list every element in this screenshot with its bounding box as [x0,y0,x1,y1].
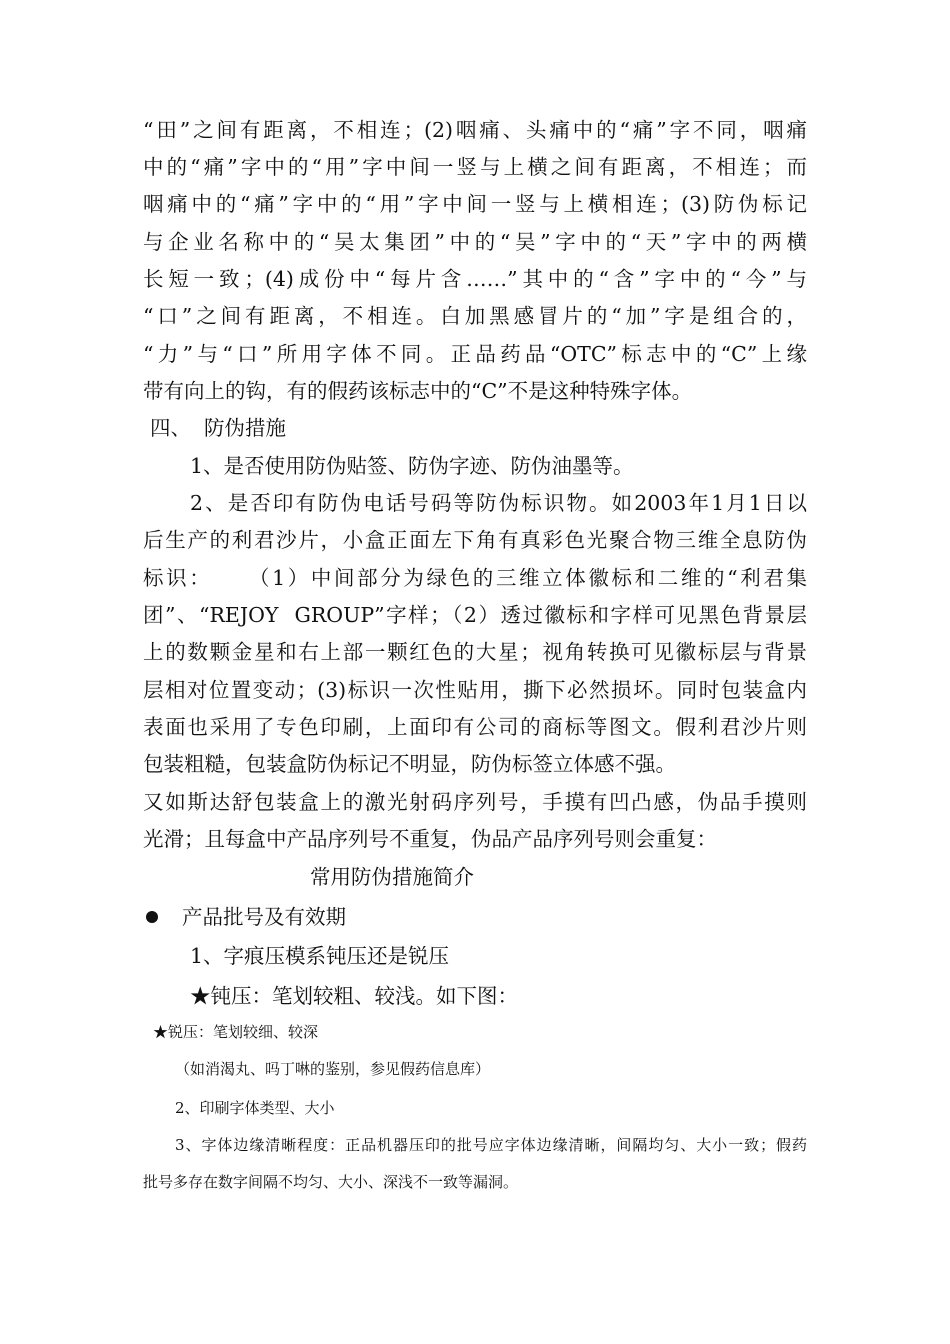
paragraph-2-line-7: 表面也采用了专色印刷，上面印有公司的商标等图文。假利君沙片则 [143,715,807,739]
paragraph-2-line-8: 包装粗糙，包装盒防伪标记不明显，防伪标签立体感不强。 [143,752,676,776]
sub-item-1: 1、字痕压模系钝压还是锐压 [190,944,450,968]
item-1: 1、是否使用防伪贴签、防伪字迹、防伪油墨等。 [190,454,634,478]
paragraph-1-line-4: 与企业名称中的“吴太集团”中的“吴”字中的“天”字中的两横 [143,230,807,254]
paragraph-1-line-2: 中的“痛”字中的“用”字中间一竖与上横之间有距离，不相连；而 [143,155,807,179]
paragraph-2-line-2: 后生产的利君沙片，小盒正面左下角有真彩色光聚合物三维全息防伪 [143,528,807,552]
paragraph-1-line-5: 长短一致；(4)成份中“每片含……”其中的“含”字中的“今”与 [143,267,807,291]
sub-item-2: 2、印刷字体类型、大小 [175,1099,335,1117]
paragraph-3-line-2: 光滑；且每盒中产品序列号不重复，伪品产品序列号则会重复： [143,827,717,851]
sharp-press: ★锐压：笔划较细、较深 [153,1023,319,1041]
paragraph-2-line-1: 2、是否印有防伪电话号码等防伪标识物。如2003年1月1日以 [190,491,807,515]
sub-item-3-line-1: 3、字体边缘清晰程度：正品机器压印的批号应字体边缘清晰，间隔均匀、大小一致；假药 [175,1136,807,1154]
paragraph-1-line-6: “口”之间有距离，不相连。白加黑感冒片的“加”字是组合的， [143,304,807,328]
blunt-press: ★钝压：笔划较粗、较浅。如下图： [190,984,518,1008]
paragraph-1-line-8: 带有向上的钩，有的假药该标志中的“C”不是这种特殊字体。 [143,379,693,403]
note: （如消渴丸、吗丁啉的鉴别，参见假药信息库） [175,1060,491,1078]
paragraph-2-line-4: 团”、“REJOY GROUP”字样；（2）透过徽标和字样可见黑色背景层 [143,603,807,627]
sub-item-3-line-2: 批号多存在数字间隔不均匀、大小、深浅不一致等漏洞。 [143,1173,519,1191]
center-title: 常用防伪措施简介 [310,865,474,889]
paragraph-1-line-1: “田”之间有距离，不相连；(2)咽痛、头痛中的“痛”字不同，咽痛 [143,118,807,142]
bullet-icon [146,911,158,923]
paragraph-1-line-7: “力”与“口”所用字体不同。正品药品“OTC”标志中的“C”上缘 [143,342,807,366]
paragraph-2-line-6: 层相对位置变动；(3)标识一次性贴用，撕下必然损坏。同时包装盒内 [143,678,807,702]
paragraph-1-line-3: 咽痛中的“痛”字中的“用”字中间一竖与上横相连；(3)防伪标记 [143,192,807,216]
bullet-heading: 产品批号及有效期 [182,905,346,929]
paragraph-2-line-5: 上的数颗金星和右上部一颗红色的大星；视角转换可见徽标层与背景 [143,640,807,664]
paragraph-3-line-1: 又如斯达舒包装盒上的激光射码序列号，手摸有凹凸感，伪品手摸则 [143,790,807,814]
section-heading: 四、 防伪措施 [150,416,287,440]
paragraph-2-line-3: 标识： （1）中间部分为绿色的三维立体徽标和二维的“利君集 [143,566,807,590]
